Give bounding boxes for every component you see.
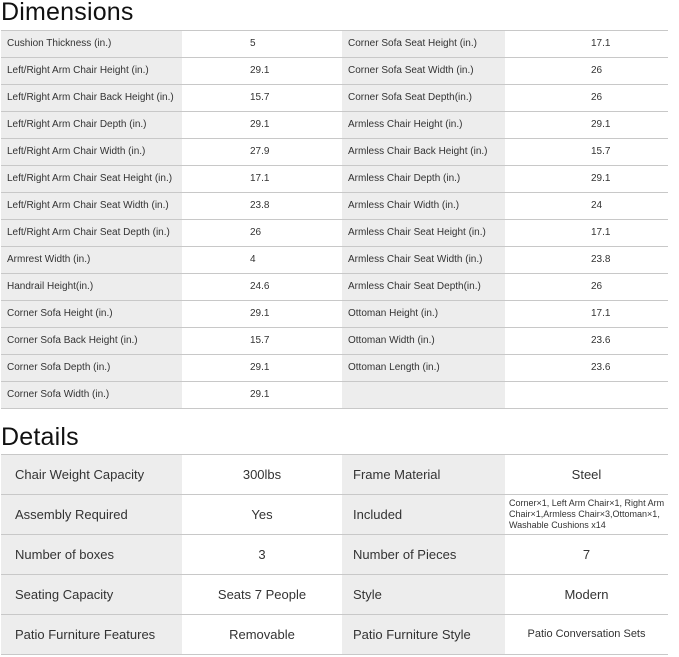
dimensions-label-cell: Handrail Height(in.) xyxy=(1,274,182,301)
dimensions-label-cell: Ottoman Width (in.) xyxy=(342,328,505,355)
dimensions-value-cell: 24 xyxy=(505,193,668,220)
details-label-cell: Assembly Required xyxy=(1,495,182,535)
dimensions-label-cell: Armless Chair Seat Depth(in.) xyxy=(342,274,505,301)
dimensions-label-cell: Armless Chair Seat Width (in.) xyxy=(342,247,505,274)
dimensions-label-cell: Left/Right Arm Chair Depth (in.) xyxy=(1,112,182,139)
dimensions-row xyxy=(1,112,668,139)
dimensions-label-cell: Armless Chair Depth (in.) xyxy=(342,166,505,193)
dimensions-label-cell: Left/Right Arm Chair Height (in.) xyxy=(1,58,182,85)
details-label-cell: Frame Material xyxy=(342,455,505,495)
dimensions-value-cell: 24.6 xyxy=(182,274,342,301)
dimensions-row xyxy=(1,166,668,193)
details-value-cell: 300lbs xyxy=(182,455,342,495)
dimensions-value-cell: 29.1 xyxy=(182,355,342,382)
dimensions-label-cell: Corner Sofa Seat Height (in.) xyxy=(342,31,505,58)
dimensions-value-cell: 15.7 xyxy=(505,139,668,166)
details-table xyxy=(1,454,668,655)
dimensions-label-cell: Cushion Thickness (in.) xyxy=(1,31,182,58)
dimensions-value-cell: 26 xyxy=(182,220,342,247)
details-value-cell: 3 xyxy=(182,535,342,575)
dimensions-label-cell: Corner Sofa Depth (in.) xyxy=(1,355,182,382)
dimensions-value-cell: 26 xyxy=(505,58,668,85)
details-label-cell: Style xyxy=(342,575,505,615)
dimensions-label-cell: Left/Right Arm Chair Seat Height (in.) xyxy=(1,166,182,193)
dimensions-value-cell: 23.8 xyxy=(505,247,668,274)
dimensions-value-cell: 15.7 xyxy=(182,328,342,355)
dimensions-label-cell xyxy=(342,382,505,409)
dimensions-label-cell: Left/Right Arm Chair Width (in.) xyxy=(1,139,182,166)
dimensions-row xyxy=(1,247,668,274)
details-label-cell: Number of boxes xyxy=(1,535,182,575)
dimensions-value-cell: 26 xyxy=(505,274,668,301)
dimensions-label-cell: Corner Sofa Seat Width (in.) xyxy=(342,58,505,85)
details-value-cell: Corner×1, Left Arm Chair×1, Right Arm Chair×1,Armless Chair×3,Ottoman×1, Washable Cushions x14 xyxy=(505,495,668,535)
dimensions-label-cell: Ottoman Length (in.) xyxy=(342,355,505,382)
dimensions-row xyxy=(1,274,668,301)
details-label-cell: Number of Pieces xyxy=(342,535,505,575)
dimensions-row xyxy=(1,301,668,328)
details-row xyxy=(1,455,668,495)
details-label-cell: Included xyxy=(342,495,505,535)
dimensions-row xyxy=(1,382,668,409)
dimensions-label-cell: Armrest Width (in.) xyxy=(1,247,182,274)
dimensions-value-cell: 26 xyxy=(505,85,668,112)
dimensions-value-cell: 17.1 xyxy=(505,220,668,247)
details-value-cell: Patio Conversation Sets xyxy=(505,615,668,655)
details-value-cell: Modern xyxy=(505,575,668,615)
dimensions-label-cell: Armless Chair Width (in.) xyxy=(342,193,505,220)
dimensions-label-cell: Corner Sofa Height (in.) xyxy=(1,301,182,328)
dimensions-row xyxy=(1,139,668,166)
dimensions-table xyxy=(1,30,668,409)
dimensions-label-cell: Corner Sofa Back Height (in.) xyxy=(1,328,182,355)
details-label-cell: Seating Capacity xyxy=(1,575,182,615)
details-row xyxy=(1,495,668,535)
dimensions-value-cell: 17.1 xyxy=(505,31,668,58)
dimensions-label-cell: Left/Right Arm Chair Back Height (in.) xyxy=(1,85,182,112)
details-value-cell: Yes xyxy=(182,495,342,535)
dimensions-label-cell: Armless Chair Back Height (in.) xyxy=(342,139,505,166)
dimensions-label-cell: Armless Chair Height (in.) xyxy=(342,112,505,139)
dimensions-value-cell: 5 xyxy=(182,31,342,58)
details-value-cell: Steel xyxy=(505,455,668,495)
dimensions-value-cell: 23.6 xyxy=(505,328,668,355)
dimensions-label-cell: Armless Chair Seat Height (in.) xyxy=(342,220,505,247)
dimensions-label-cell: Left/Right Arm Chair Seat Depth (in.) xyxy=(1,220,182,247)
dimensions-value-cell xyxy=(505,382,668,409)
dimensions-label-cell: Left/Right Arm Chair Seat Width (in.) xyxy=(1,193,182,220)
dimensions-row xyxy=(1,193,668,220)
dimensions-value-cell: 29.1 xyxy=(182,112,342,139)
dimensions-value-cell: 15.7 xyxy=(182,85,342,112)
dimensions-row xyxy=(1,355,668,382)
dimensions-value-cell: 29.1 xyxy=(182,301,342,328)
details-label-cell: Patio Furniture Features xyxy=(1,615,182,655)
dimensions-row xyxy=(1,220,668,247)
dimensions-label-cell: Ottoman Height (in.) xyxy=(342,301,505,328)
details-row xyxy=(1,575,668,615)
dimensions-row xyxy=(1,58,668,85)
dimensions-heading: Dimensions xyxy=(1,0,134,26)
dimensions-value-cell: 29.1 xyxy=(182,58,342,85)
dimensions-value-cell: 29.1 xyxy=(505,112,668,139)
dimensions-value-cell: 17.1 xyxy=(182,166,342,193)
dimensions-value-cell: 23.6 xyxy=(505,355,668,382)
dimensions-row xyxy=(1,85,668,112)
dimensions-row xyxy=(1,328,668,355)
dimensions-value-cell: 23.8 xyxy=(182,193,342,220)
details-row xyxy=(1,615,668,655)
details-row xyxy=(1,535,668,575)
details-value-cell: Seats 7 People xyxy=(182,575,342,615)
details-value-cell: 7 xyxy=(505,535,668,575)
details-value-cell: Removable xyxy=(182,615,342,655)
dimensions-label-cell: Corner Sofa Width (in.) xyxy=(1,382,182,409)
dimensions-value-cell: 17.1 xyxy=(505,301,668,328)
dimensions-value-cell: 29.1 xyxy=(182,382,342,409)
details-label-cell: Patio Furniture Style xyxy=(342,615,505,655)
dimensions-label-cell: Corner Sofa Seat Depth(in.) xyxy=(342,85,505,112)
dimensions-value-cell: 27.9 xyxy=(182,139,342,166)
details-label-cell: Chair Weight Capacity xyxy=(1,455,182,495)
dimensions-row xyxy=(1,31,668,58)
dimensions-value-cell: 29.1 xyxy=(505,166,668,193)
details-heading: Details xyxy=(1,423,79,451)
dimensions-value-cell: 4 xyxy=(182,247,342,274)
